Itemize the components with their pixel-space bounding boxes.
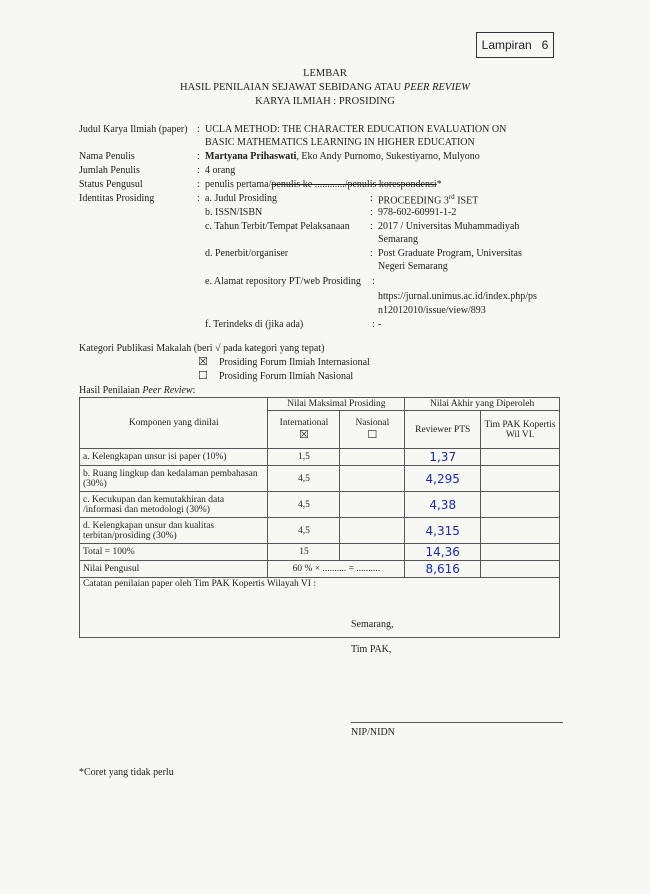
colon: : [370, 207, 373, 218]
identitas-val-c2: Semarang [378, 234, 418, 245]
kategori-opt-nasional: Prosiding Forum Ilmiah Nasional [219, 371, 354, 382]
identitas-val-d2: Negeri Semarang [378, 261, 448, 272]
footnote: *Coret yang tidak perlu [79, 767, 174, 778]
row-label: c. Kecukupan dan kemutakhiran data /informasi dan metodologi (30%) [80, 492, 268, 518]
identitas-val-c1: 2017 / Universitas Muhammadiyah [378, 221, 520, 232]
total-timpak [481, 544, 560, 561]
lampiran-label: Lampiran [481, 38, 532, 52]
sign-team: Tim PAK, [351, 644, 392, 655]
row-nasional [340, 492, 405, 518]
status-text: penulis pertama/ [205, 179, 272, 190]
row-reviewer-score: 4,295 [405, 466, 481, 492]
row-max: 1,5 [268, 449, 340, 466]
status-star: * [436, 179, 442, 190]
assessment-table [79, 397, 560, 638]
judul-label: Judul Karya Ilmiah (paper) [79, 124, 188, 135]
header-nasional [340, 411, 405, 449]
colon: : [372, 319, 375, 330]
header-international-label: International [279, 418, 329, 428]
nama-first-author: Martyana Prihaswati [205, 151, 297, 162]
signature-line [351, 722, 563, 723]
identitas-val-b: 978-602-60991-1-2 [378, 207, 457, 218]
lampiran-box [476, 32, 554, 58]
colon: : [197, 179, 200, 190]
hasil-label: Hasil Penilaian Peer Review: [79, 385, 196, 396]
total-nasional [340, 544, 405, 561]
international-check-icon: ☒ [299, 428, 309, 441]
judul-line2: BASIC MATHEMATICS LEARNING IN HIGHER EDUCATION [205, 137, 475, 148]
heading-line2-italic: PEER REVIEW [403, 82, 470, 93]
table-row-catatan [80, 578, 560, 638]
kategori-opt-internasional: Prosiding Forum Ilmiah Internasional [219, 357, 370, 368]
pengusul-reviewer-score: 8,616 [405, 561, 481, 578]
identitas-key-b: b. ISSN/ISBN [205, 207, 263, 218]
identitas-key-a: a. Judul Prosiding [205, 193, 277, 204]
row-max: 4,5 [268, 466, 340, 492]
table-row-pengusul [80, 561, 560, 578]
row-max: 4,5 [268, 518, 340, 544]
table-row [80, 466, 560, 492]
identitas-key-c: c. Tahun Terbit/Tempat Pelaksanaan [205, 221, 350, 232]
row-reviewer-score: 4,315 [405, 518, 481, 544]
identitas-key-e: e. Alamat repository PT/web Prosiding [205, 276, 361, 287]
header-komponen: Komponen yang dinilai [80, 398, 268, 449]
header-maks: Nilai Maksimal Prosiding [268, 398, 405, 411]
nasional-box-icon: ☐ [367, 428, 378, 441]
row-nasional [340, 518, 405, 544]
status-value [205, 179, 442, 190]
row-reviewer-score: 1,37 [405, 449, 481, 466]
row-max: 4,5 [268, 492, 340, 518]
colon: : [197, 193, 200, 204]
colon: : [372, 276, 375, 287]
row-nasional [340, 466, 405, 492]
status-struck: penulis ke ............/penulis korespondensi [271, 179, 437, 190]
sign-place: Semarang, [351, 619, 394, 630]
table-row [80, 449, 560, 466]
checkbox-internasional[interactable]: ☒ [198, 355, 208, 368]
identitas-val-f: - [378, 319, 382, 330]
identitas-val-e1: https://jurnal.unimus.ac.id/index.php/ps [378, 291, 537, 302]
identitas-val-a: PROCEEDING 3rd ISET [378, 193, 479, 207]
header-nasional-label: Nasional [355, 418, 390, 428]
row-timpak [481, 466, 560, 492]
status-label: Status Pengusul [79, 179, 143, 190]
row-nasional [340, 449, 405, 466]
identitas-key-d: d. Penerbit/organiser [205, 248, 289, 259]
header-akhir: Nilai Akhir yang Diperoleh [405, 398, 560, 411]
row-timpak [481, 449, 560, 466]
header-reviewer: Reviewer PTS [405, 411, 481, 449]
total-label: Total = 100% [80, 544, 268, 561]
identitas-val-d1: Post Graduate Program, Universitas [378, 248, 522, 259]
total-reviewer-score: 14,36 [405, 544, 481, 561]
jumlah-label: Jumlah Penulis [79, 165, 140, 176]
table-row [80, 492, 560, 518]
row-label: d. Kelengkapan unsur dan kualitas terbitan/prosiding (30%) [80, 518, 268, 544]
nama-value [205, 151, 480, 162]
row-timpak [481, 492, 560, 518]
sign-nip: NIP/NIDN [351, 727, 395, 738]
pengusul-formula: 60 % × .......... = .......... [268, 561, 405, 578]
pengusul-label: Nilai Pengusul [80, 561, 268, 578]
row-timpak [481, 518, 560, 544]
nama-others: , Eko Andy Purnomo, Sukestiyarno, Mulyono [296, 151, 480, 162]
identitas-val-e2: n12012010/issue/view/893 [378, 305, 486, 316]
hasil-label-italic: Peer Review [142, 385, 193, 396]
colon: : [197, 124, 200, 135]
jumlah-value: 4 orang [205, 165, 236, 176]
colon: : [197, 151, 200, 162]
row-label: a. Kelengkapan unsur isi paper (10%) [80, 449, 268, 466]
checkbox-nasional[interactable]: ☐ [198, 369, 208, 382]
header-timpak: Tim PAK Kopertis Wil VI. [481, 411, 560, 449]
kategori-label: Kategori Publikasi Makalah (beri √ pada kategori yang tepat) [79, 343, 325, 354]
table-row [80, 518, 560, 544]
judul-line1: UCLA METHOD: THE CHARACTER EDUCATION EVALUATION ON [205, 124, 507, 135]
identitas-key-f: f. Terindeks di (jika ada) [205, 319, 304, 330]
heading-line2 [0, 82, 650, 93]
catatan-cell: Catatan penilaian paper oleh Tim PAK Kopertis Wilayah VI : [80, 578, 560, 638]
colon: : [370, 193, 373, 204]
nama-label: Nama Penulis [79, 151, 135, 162]
colon: : [370, 221, 373, 232]
hasil-label-text: Hasil Penilaian [79, 385, 140, 396]
table-row-total [80, 544, 560, 561]
lampiran-number: 6 [541, 38, 549, 52]
row-reviewer-score: 4,38 [405, 492, 481, 518]
identitas-label: Identitas Prosiding [79, 193, 155, 204]
colon: : [197, 165, 200, 176]
heading-line3: KARYA ILMIAH : PROSIDING [255, 96, 395, 107]
header-international [268, 411, 340, 449]
heading-line1: LEMBAR [303, 68, 347, 79]
total-max: 15 [268, 544, 340, 561]
pengusul-timpak [481, 561, 560, 578]
row-label: b. Ruang lingkup dan kedalaman pembahasan (30%) [80, 466, 268, 492]
heading-line2-text: HASIL PENILAIAN SEJAWAT SEBIDANG ATAU [180, 82, 402, 93]
colon: : [370, 248, 373, 259]
